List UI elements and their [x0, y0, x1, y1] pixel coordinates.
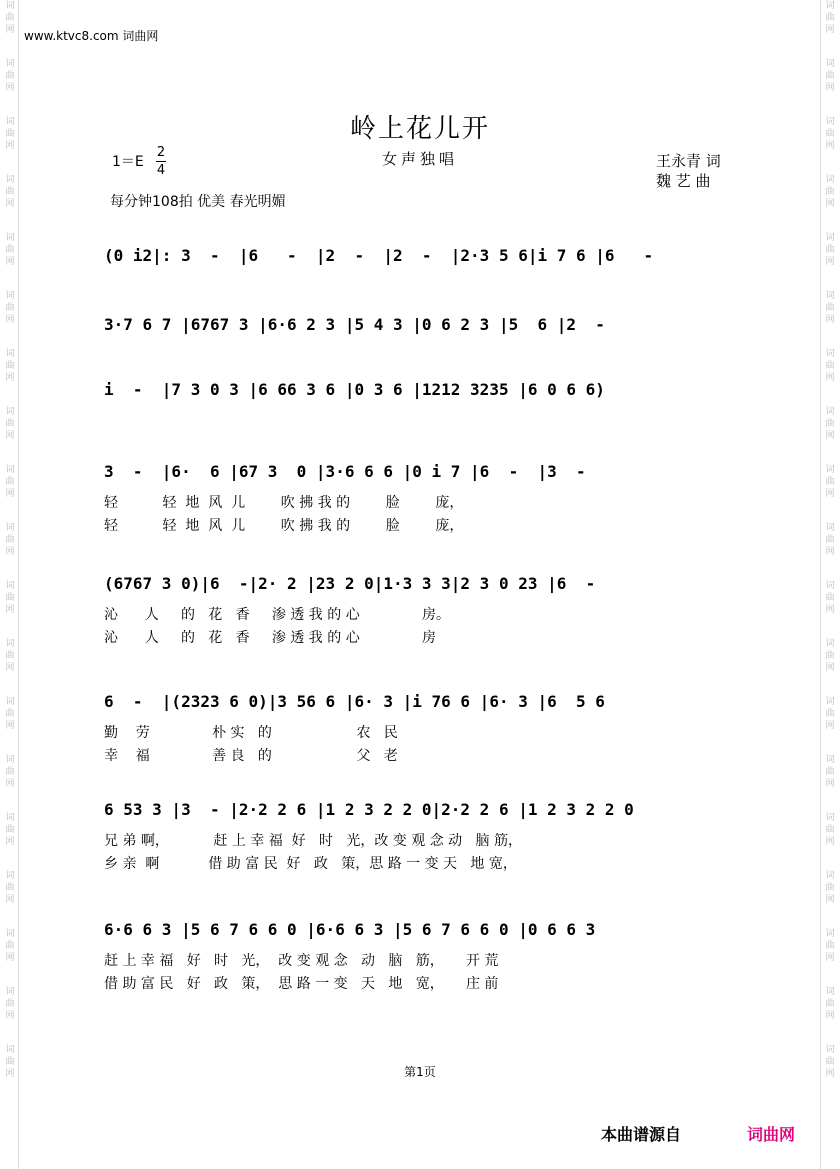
lyricist: 王永青 词: [656, 152, 721, 170]
lyrics-row-4-verse-2: 轻 轻 地 风 儿 吹 拂 我 的 脸 庞，: [104, 518, 464, 534]
watermark-mark: 词曲网: [825, 407, 835, 441]
watermark-mark: 词曲网: [5, 929, 15, 963]
watermark-mark: 词曲网: [825, 117, 835, 151]
watermark-mark: 词曲网: [825, 929, 835, 963]
notation-row-1: (0 i2|: 3 - |6 - |2 - |2 - |2·3 5 6|i 7 6 |6 -: [104, 246, 654, 265]
watermark-mark: 词曲网: [5, 639, 15, 673]
left-frame-line: [18, 0, 19, 1169]
lyrics-row-7-verse-1: 兄 弟 啊， 赶 上 幸 福 好 时 光，改 变 观 念 动 脑 筋，: [104, 833, 522, 849]
notation-row-4: 3 - |6· 6 |67 3 0 |3·6 6 6 |0 i 7 |6 - |3 -: [104, 462, 586, 481]
notation-row-2: 3·7 6 7 |6767 3 |6·6 2 3 |5 4 3 |0 6 2 3 |5 6 |2 -: [104, 315, 605, 334]
watermark-mark: 词曲网: [825, 581, 835, 615]
lyrics-row-8-verse-1: 赶 上 幸 福 好 时 光， 改 变 观 念 动 脑 筋， 开 荒: [104, 953, 499, 969]
watermark-mark: 词曲网: [5, 117, 15, 151]
lyrics-row-6-verse-1: 勤 劳 朴 实 的 农 民: [104, 725, 398, 741]
lyrics-row-4-verse-1: 轻 轻 地 风 儿 吹 拂 我 的 脸 庞，: [104, 495, 464, 511]
watermark-mark: 词曲网: [5, 175, 15, 209]
notation-row-3: i - |7 3 0 3 |6 66 3 6 |0 3 6 |1212 3235 |6 0 6 6): [104, 380, 605, 399]
watermark-mark: 词曲网: [5, 349, 15, 383]
page-number: 第1页: [404, 1065, 436, 1079]
right-frame-line: [820, 0, 821, 1169]
credits: [656, 151, 721, 191]
watermark-mark: 词曲网: [5, 813, 15, 847]
lyrics-row-6-verse-2: 幸 福 善 良 的 父 老: [104, 748, 398, 764]
watermark-mark: 词曲网: [5, 581, 15, 615]
watermark-mark: 词曲网: [5, 1045, 15, 1079]
time-signature-top: 2: [156, 145, 166, 160]
watermark-mark: 词曲网: [825, 523, 835, 557]
watermark-mark: 词曲网: [5, 755, 15, 789]
watermark-mark: 词曲网: [825, 1, 835, 35]
time-signature-bottom: 4: [156, 163, 166, 178]
watermark-mark: 词曲网: [825, 813, 835, 847]
watermark-mark: 词曲网: [825, 291, 835, 325]
composer: 魏 艺 曲: [656, 172, 711, 190]
footer-source-label: 本曲谱源自: [601, 1125, 682, 1144]
right-watermark-strip: [823, 0, 837, 1169]
watermark-mark: 词曲网: [5, 697, 15, 731]
watermark-mark: 词曲网: [825, 465, 835, 499]
tempo-marking: 每分钟108拍 优美 春光明媚: [110, 194, 286, 210]
watermark-mark: 词曲网: [5, 523, 15, 557]
watermark-mark: 词曲网: [5, 871, 15, 905]
watermark-mark: 词曲网: [825, 697, 835, 731]
key-signature: 1＝E: [112, 154, 144, 170]
watermark-mark: 词曲网: [5, 407, 15, 441]
watermark-mark: 词曲网: [5, 1, 15, 35]
footer-brand-logo[interactable]: 词曲网: [747, 1125, 796, 1144]
performance-type: 女声独唱: [381, 150, 458, 168]
watermark-mark: 词曲网: [5, 59, 15, 93]
song-title: 岭上花儿开: [349, 114, 490, 144]
notation-row-5: (6767 3 0)|6 -|2· 2 |23 2 0|1·3 3 3|2 3 0 23 |6 -: [104, 574, 596, 593]
watermark-mark: 词曲网: [5, 987, 15, 1021]
lyrics-row-5-verse-1: 沁 人 的 花 香 渗 透 我 的 心 房。: [104, 607, 451, 623]
lyrics-row-8-verse-2: 借 助 富 民 好 政 策， 思 路 一 变 天 地 宽， 庄 前: [104, 976, 499, 992]
watermark-mark: 词曲网: [825, 755, 835, 789]
lyrics-row-5-verse-2: 沁 人 的 花 香 渗 透 我 的 心 房: [104, 630, 437, 646]
watermark-mark: 词曲网: [5, 291, 15, 325]
notation-row-8: 6·6 6 3 |5 6 7 6 6 0 |6·6 6 3 |5 6 7 6 6 0 |0 6 6 3: [104, 920, 596, 939]
watermark-mark: 词曲网: [825, 987, 835, 1021]
watermark-mark: 词曲网: [5, 233, 15, 267]
watermark-mark: 词曲网: [825, 59, 835, 93]
watermark-mark: 词曲网: [825, 349, 835, 383]
notation-row-7: 6 53 3 |3 - |2·2 2 6 |1 2 3 2 2 0|2·2 2 6 |1 2 3 2 2 0: [104, 800, 634, 819]
watermark-mark: 词曲网: [5, 465, 15, 499]
watermark-mark: 词曲网: [825, 175, 835, 209]
notation-row-6: 6 - |(2323 6 0)|3 56 6 |6· 3 |i 76 6 |6· 3 |6 5 6: [104, 692, 605, 711]
watermark-mark: 词曲网: [825, 871, 835, 905]
watermark-mark: 词曲网: [825, 1045, 835, 1079]
site-url[interactable]: www.ktvc8.com 词曲网: [24, 29, 159, 43]
watermark-mark: 词曲网: [825, 233, 835, 267]
left-watermark-strip: [3, 0, 17, 1169]
watermark-mark: 词曲网: [825, 639, 835, 673]
lyrics-row-7-verse-2: 乡 亲 啊 借 助 富 民 好 政 策，思 路 一 变 天 地 宽，: [104, 856, 517, 872]
